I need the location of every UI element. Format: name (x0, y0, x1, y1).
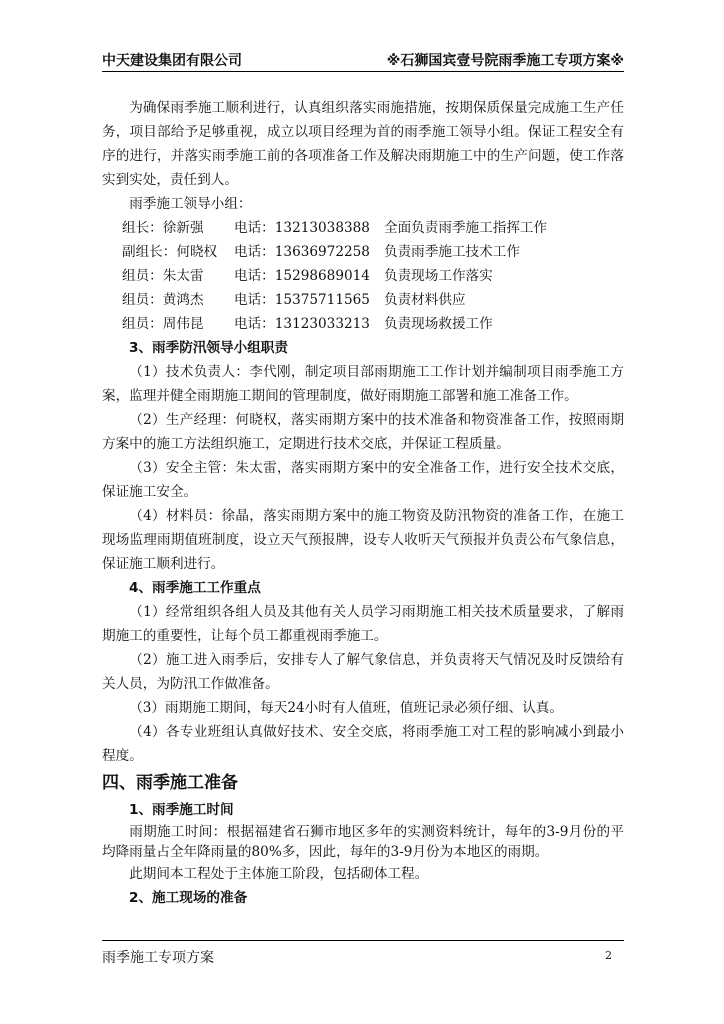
construction-stage-paragraph: 此期间本工程处于主体施工阶段，包括砌体工程。 (129, 866, 429, 882)
section-3-item: （1）技术负责人：李代刚，制定项目部雨期施工工作计划并编制项目雨季施工方案，监理并健全雨期施工期间的管理制度，做好雨期施工部署和施工准备工作。 (102, 364, 624, 404)
leader-duty: 负责现场救援工作 (384, 316, 493, 332)
section-3-item: （2）生产经理：何晓权，落实雨期方案中的技术准备和物资准备工作，按照雨期方案中的施工方法组织施工，定期进行技术交底，并保证工程质量。 (102, 412, 624, 452)
section-3-title: 3、雨季防汛领导小组职责 (129, 340, 288, 356)
subsection-2-title: 2、施工现场的准备 (129, 890, 248, 906)
leaders-heading: 雨季施工领导小组： (129, 196, 252, 212)
subsection-1-title: 1、雨季施工时间 (129, 802, 234, 818)
section-3-item: （4）材料员：徐晶，落实雨期方案中的施工物资及防汛物资的准备工作，在施工现场监理雨期值班制度，设立天气预报牌，设专人收听天气预报并负责公布气象信息，保证施工顺利进行。 (102, 508, 624, 572)
section-4-item: （2）施工进入雨季后，安排专人了解气象信息，并负责将天气情况及时反馈给有关人员，为防汛工作做准备。 (102, 652, 624, 692)
page-header (102, 50, 624, 70)
leader-role: 组员：朱太雷 (122, 268, 204, 284)
leader-role: 副组长：何晓权 (122, 244, 218, 260)
header-divider (102, 71, 624, 72)
leader-phone: 电话：15375711565 (234, 292, 370, 308)
rain-period-paragraph: 雨期施工时间：根据福建省石狮市地区多年的实测资料统计，每年的3-9月份的平均降雨量占全年降雨量的80%多，因此，每年的3-9月份为本地区的雨期。 (102, 824, 624, 860)
leader-duty: 负责材料供应 (384, 292, 466, 308)
leader-phone: 电话：13213038388 (234, 220, 370, 236)
leader-row (102, 216, 624, 240)
company-name: 中天建设集团有限公司 (102, 53, 242, 69)
leader-duty: 全面负责雨季施工指挥工作 (384, 220, 548, 236)
section-4-item: （1）经常组织各组人员及其他有关人员学习雨期施工相关技术质量要求，了解雨期施工的重要性，让每个员工都重视雨季施工。 (102, 604, 624, 644)
leader-row (102, 288, 624, 312)
leader-role: 组员：周伟昆 (122, 316, 204, 332)
leader-row (102, 264, 624, 288)
chapter-4-title: 四、雨季施工准备 (102, 773, 238, 793)
leader-row (102, 312, 624, 336)
leader-phone: 电话：13123033213 (234, 316, 370, 332)
leader-duty: 负责现场工作落实 (384, 268, 493, 284)
section-4-title: 4、雨季施工工作重点 (129, 580, 261, 596)
leader-duty: 负责雨季施工技术工作 (384, 244, 520, 260)
section-4-item: （3）雨期施工期间，每天24小时有人值班，值班记录必须仔细、认真。 (129, 700, 563, 716)
leader-phone: 电话：15298689014 (234, 268, 370, 284)
leader-row (102, 240, 624, 264)
leader-role: 组长：徐新强 (122, 220, 204, 236)
page-body (102, 96, 624, 910)
document-title: ※石狮国宾壹号院雨季施工专项方案※ (386, 53, 624, 69)
footer-title: 雨季施工专项方案 (102, 950, 214, 966)
section-3-item: （3）安全主管：朱太雷，落实雨期方案中的安全准备工作，进行安全技术交底，保证施工安全。 (102, 460, 624, 500)
leader-phone: 电话：13636972258 (234, 244, 370, 260)
page-number: 2 (605, 949, 612, 962)
leader-role: 组员：黄鸿杰 (122, 292, 204, 308)
intro-paragraph: 为确保雨季施工顺利进行，认真组织落实雨施措施，按期保质保量完成施工生产任务，项目部给予足够重视，成立以项目经理为首的雨季施工领导小组。保证工程安全有序的进行，并落实雨季施工前的各项准备工作及解决雨期施工中的生产问题，使工作落实到实处，责任到人。 (102, 100, 624, 188)
section-4-item: （4）各专业班组认真做好技术、安全交底，将雨季施工对工程的影响减小到最小程度。 (102, 724, 624, 764)
footer-divider (102, 940, 624, 941)
